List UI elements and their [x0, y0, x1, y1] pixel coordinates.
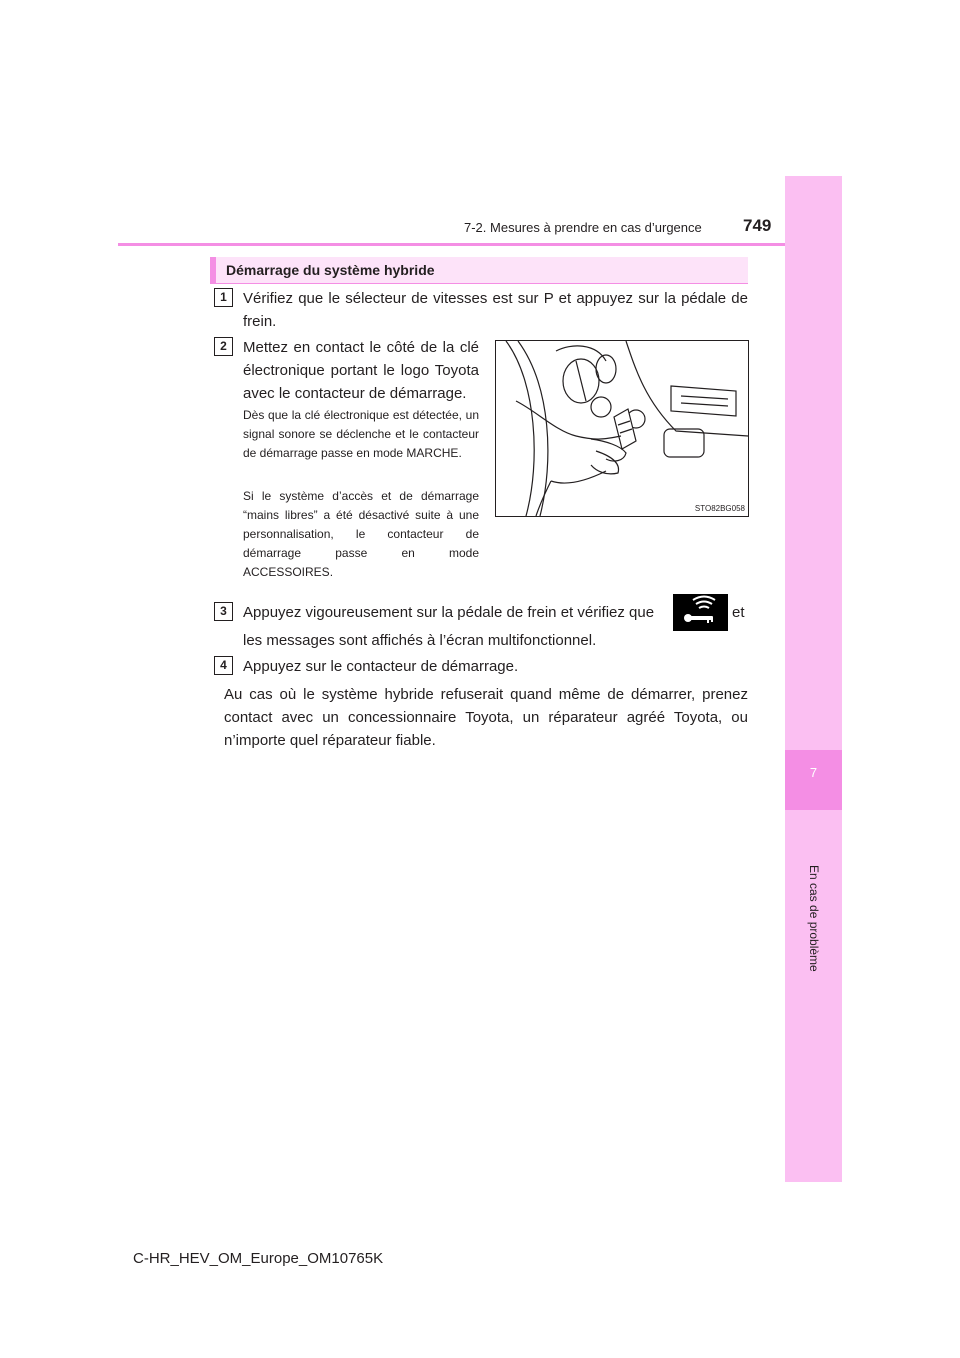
step-3-text-after: et: [732, 604, 745, 621]
step-number-2: 2: [214, 337, 233, 356]
section-title: Démarrage du système hybride: [226, 262, 435, 278]
smart-key-indicator: [673, 594, 728, 631]
section-title-box: [210, 257, 748, 284]
step-2-text: Mettez en contact le côté de la clé électronique portant le logo Toyota avec le contacteur de démarrage.: [243, 339, 479, 402]
chapter-number: 7: [809, 765, 818, 780]
step-number-3: 3: [214, 602, 233, 621]
step-1-text: Vérifiez que le sélecteur de vitesses est sur P et appuyez sur la pédale de frein.: [243, 290, 748, 330]
chapter-sidebar: [785, 176, 842, 1182]
step-2-note-2: Si le système d’accès et de démarrage “mains libres” a été désactivé suite à une personnalisation, le contacteur de démarrage passe en mode ACCESSOIRES.: [243, 489, 479, 579]
step-number-4: 4: [214, 656, 233, 675]
step-3-text-line2: les messages sont affichés à l’écran multifonctionnel.: [243, 632, 597, 649]
document-id: C-HR_HEV_OM_Europe_OM10765K: [133, 1250, 384, 1267]
header-rule: [118, 243, 785, 246]
key-indicator-icon: [673, 594, 728, 631]
running-header: 7-2. Mesures à prendre en cas d’urgence: [464, 220, 702, 235]
step-number-1: 1: [214, 288, 233, 307]
chapter-title: En cas de problème: [807, 865, 821, 972]
step-2-note-1: Dès que la clé électronique est détectée, un signal sonore se déclenche et le contacteur de démarrage passe en mode MARCHE.: [243, 408, 479, 460]
page-number: 749: [743, 216, 772, 235]
figure-code: STO82BG058: [694, 504, 745, 513]
dashboard-illustration: [496, 341, 748, 516]
chapter-tab: [785, 750, 842, 810]
step-3-text-before: Appuyez vigoureusement sur la pédale de frein et vérifiez que: [243, 604, 655, 621]
illustration-key-on-start-switch: [495, 340, 749, 517]
closing-paragraph: Au cas où le système hybride refuserait quand même de démarrer, prenez contact avec un concessionnaire Toyota, un réparateur agréé Toyota, ou n’importe quel réparateur fiable.: [224, 686, 748, 749]
step-4-text: Appuyez sur le contacteur de démarrage.: [243, 658, 519, 675]
